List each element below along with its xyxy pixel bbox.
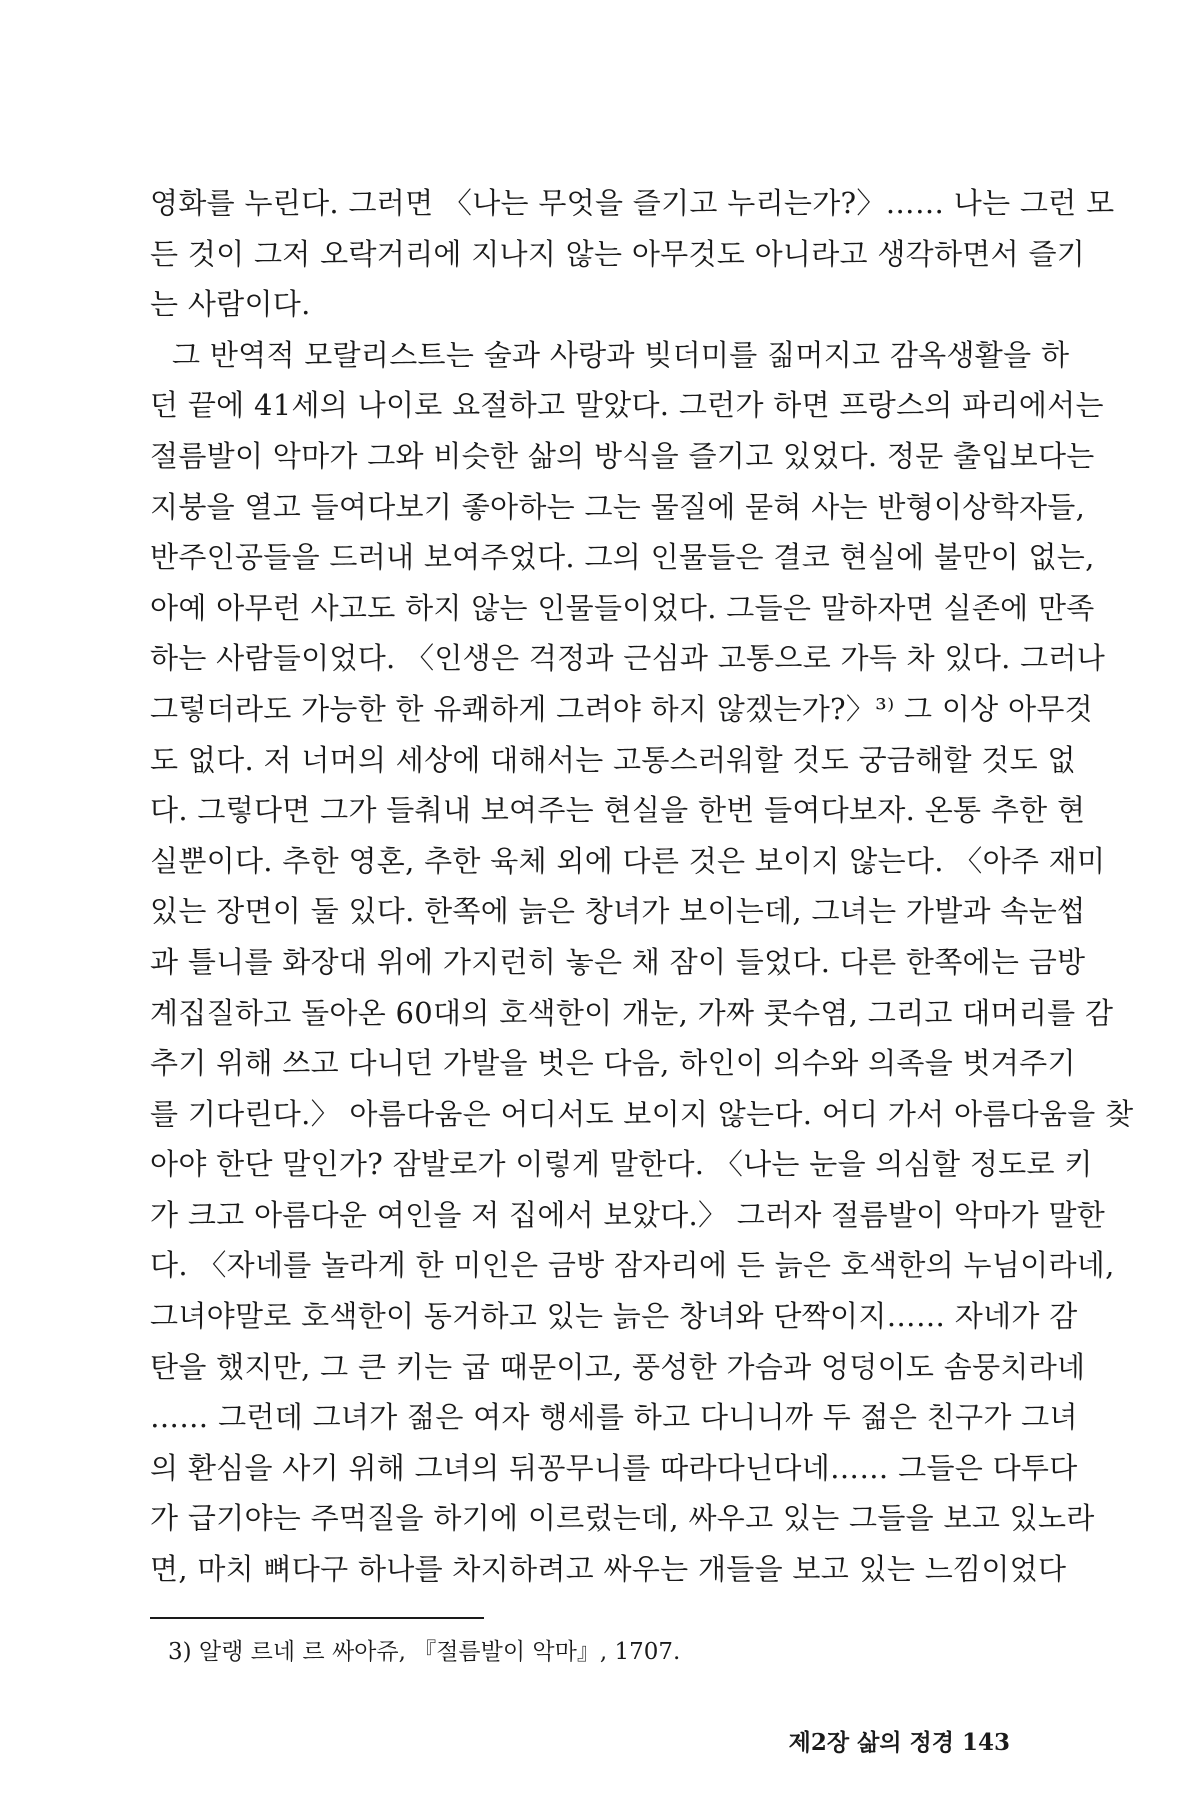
body-line: 계집질하고 돌아온 60대의 호색한이 개눈, 가짜 콧수염, 그리고 대머리를 감: [150, 995, 1114, 1030]
body-line: 영화를 누린다. 그러면 〈나는 무엇을 즐기고 누리는가?〉…… 나는 그런 모: [150, 186, 1115, 220]
footnote-divider: [150, 1617, 484, 1619]
running-footer: [789, 1728, 1010, 1758]
body-line: 다. 그렇다면 그가 들춰내 보여주는 현실을 한번 들여다보자. 온통 추한 현: [150, 793, 1086, 828]
body-line: 다. 〈자네를 놀라게 한 미인은 금방 잠자리에 든 늙은 호색한의 누님이라네,: [150, 1248, 1115, 1283]
body-text: [150, 178, 1134, 1595]
body-line: 하는 사람들이었다. 〈인생은 걱정과 근심과 고통으로 가득 차 있다. 그러나: [150, 641, 1106, 676]
body-line: 절름발이 악마가 그와 비슷한 삶의 방식을 즐기고 있었다. 정문 출입보다는: [150, 438, 1095, 473]
footnote: 3) 알랭 르네 르 싸아쥬, 『절름발이 악마』, 1707.: [168, 1639, 681, 1665]
body-line: 반주인공들을 드러내 보여주었다. 그의 인물들은 결코 현실에 불만이 없는,: [150, 540, 1095, 575]
body-line: 탄을 했지만, 그 큰 키는 굽 때문이고, 풍성한 가슴과 엉덩이도 솜뭉치라네: [150, 1349, 1086, 1384]
chapter-title: 제2장 삶의 정경: [788, 1729, 954, 1756]
body-line: 아예 아무런 사고도 하지 않는 인물들이었다. 그들은 말하자면 실존에 만족: [150, 590, 1095, 625]
body-line: 지붕을 열고 들여다보기 좋아하는 그는 물질에 묻혀 사는 반형이상학자들,: [150, 489, 1086, 524]
body-line: 있는 장면이 둘 있다. 한쪽에 늙은 창녀가 보이는데, 그녀는 가발과 속눈썹: [150, 894, 1086, 929]
body-line: 실뿐이다. 추한 영혼, 추한 육체 외에 다른 것은 보이지 않는다. 〈아주 재미: [150, 843, 1106, 878]
body-line: 추기 위해 쓰고 다니던 가발을 벗은 다음, 하인이 의수와 의족을 벗겨주기: [150, 1046, 1076, 1081]
body-line: 그녀야말로 호색한이 동거하고 있는 늙은 창녀와 단짝이지…… 자네가 감: [150, 1299, 1078, 1334]
body-line: 던 끝에 41세의 나이로 요절하고 말았다. 그런가 하면 프랑스의 파리에서는: [150, 388, 1104, 423]
body-line: 의 환심을 사기 위해 그녀의 뒤꽁무니를 따라다닌다네…… 그들은 다투다: [150, 1450, 1078, 1485]
body-line: 그렇더라도 가능한 한 유쾌하게 그려야 하지 않겠는가?〉³⁾ 그 이상 아무것: [150, 691, 1093, 726]
body-line: 는 사람이다.: [150, 287, 311, 322]
body-line: 도 없다. 저 너머의 세상에 대해서는 고통스러워할 것도 궁금해할 것도 없: [150, 742, 1076, 777]
body-line: 든 것이 그저 오락거리에 지나지 않는 아무것도 아니라고 생각하면서 즐기: [150, 236, 1086, 271]
body-line: 면, 마치 뼈다구 하나를 차지하려고 싸우는 개들을 보고 있는 느낌이었다: [150, 1552, 1067, 1587]
body-line: 아야 한단 말인가? 잠발로가 이렇게 말한다. 〈나는 눈을 의심할 정도로 키: [150, 1147, 1093, 1182]
body-line: 가 크고 아름다운 여인을 저 집에서 보았다.〉 그러자 절름발이 악마가 말한: [150, 1197, 1106, 1232]
body-line: …… 그런데 그녀가 젊은 여자 행세를 하고 다니니까 두 젊은 친구가 그녀: [150, 1400, 1078, 1435]
body-line: 그 반역적 모랄리스트는 술과 사랑과 빚더미를 짊머지고 감옥생활을 하: [172, 337, 1070, 372]
body-line: 가 급기야는 주먹질을 하기에 이르렀는데, 싸우고 있는 그들을 보고 있노라: [150, 1501, 1095, 1536]
body-line: 과 틀니를 화장대 위에 가지런히 놓은 채 잠이 들었다. 다른 한쪽에는 금방: [150, 944, 1086, 979]
page-number: 143: [961, 1729, 1010, 1756]
body-line: 를 기다린다.〉 아름다움은 어디서도 보이지 않는다. 어디 가서 아름다움을 찾: [150, 1096, 1134, 1131]
